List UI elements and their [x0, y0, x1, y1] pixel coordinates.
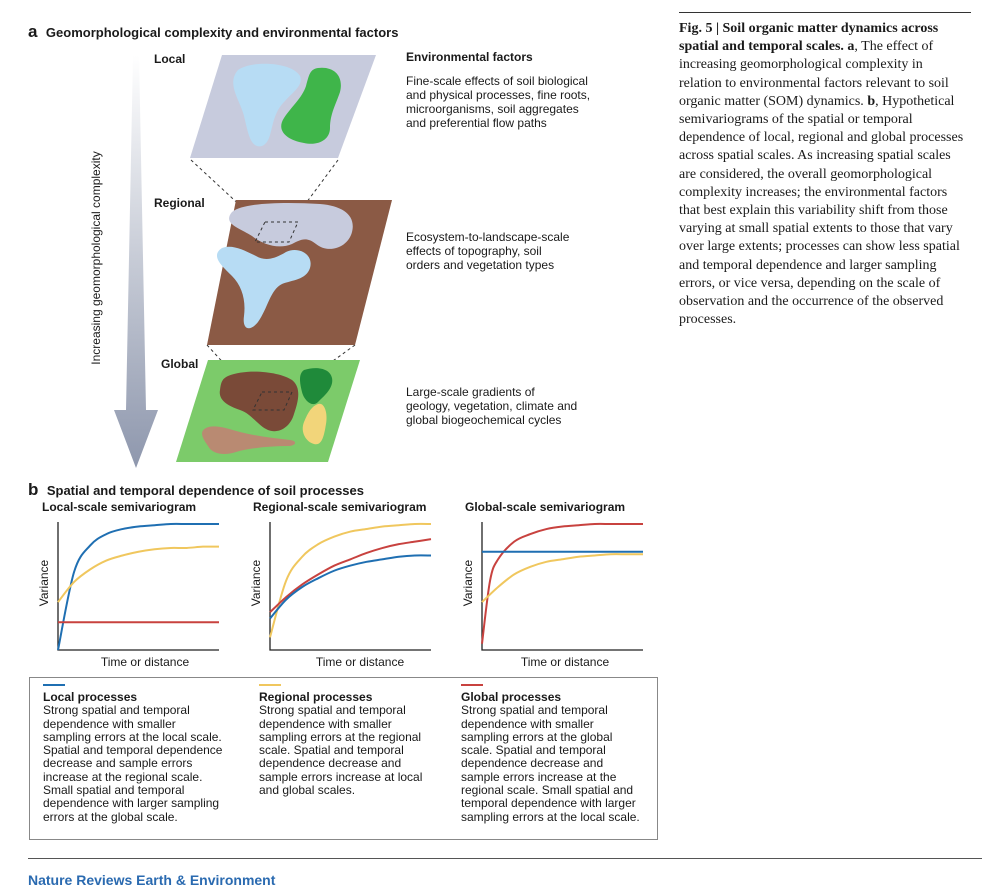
env-line: geology, vegetation, climate and — [406, 399, 578, 413]
legend-local — [43, 684, 243, 824]
legend-line: Small spatial and temporal — [43, 783, 185, 798]
panel-a-title: Geomorphological complexity and environmental factors — [45, 25, 399, 40]
caption-run: observation and the occurrence of the observed — [679, 294, 944, 310]
legend-line: sample errors increase at local — [259, 769, 423, 784]
scale-label-local: Local — [154, 52, 186, 66]
legend-line: scale. Spatial and temporal — [461, 743, 606, 758]
plot-axes — [482, 522, 643, 650]
env-line: microorganisms, soil aggregates — [406, 102, 579, 116]
ylabel-global: Variance — [461, 559, 475, 607]
legend-line: increase at the regional scale. — [43, 769, 203, 784]
legend-line: errors at the global scale. — [43, 809, 178, 824]
legend-title-regional: Regional processes — [259, 690, 373, 704]
caption-run: Fig. 5 | Soil organic matter dynamics across — [679, 21, 939, 36]
caption-line — [679, 220, 979, 238]
env-line: Fine-scale effects of soil biological — [406, 74, 588, 88]
env-factor-global — [406, 385, 577, 427]
caption-run: relation to environmental factors relevant to soil — [679, 75, 949, 91]
semivariogram-regional — [268, 520, 433, 652]
complexity-arrow — [114, 55, 158, 468]
caption-run: over large extents; processes can show less spatial — [679, 239, 960, 255]
caption-line — [679, 93, 979, 111]
env-line: orders and vegetation types — [406, 258, 555, 272]
legend-swatch-local — [43, 684, 65, 686]
panel-b-heading — [28, 480, 364, 500]
legend-line: dependence with larger sampling — [43, 796, 220, 811]
xlabel-regional: Time or distance — [315, 655, 405, 669]
caption-run: and temporal dependence and larger sampling — [679, 257, 937, 273]
caption-line — [679, 129, 979, 147]
env-factor-regional — [406, 230, 569, 272]
semivariogram-global — [480, 520, 645, 652]
caption-line — [679, 293, 979, 311]
plot-title-global: Global-scale semivariogram — [465, 500, 626, 514]
caption-run: dependence of local, regional and global processes — [679, 130, 964, 146]
caption-run: are considered, the overall geomorphological — [679, 166, 933, 182]
env-line: Ecosystem-to-landscape-scale — [406, 230, 570, 244]
caption-run: spatial and temporal scales. — [679, 39, 848, 55]
env-line: Large-scale gradients of — [406, 385, 535, 399]
series-line-global — [482, 524, 643, 644]
legend-swatch-regional — [259, 684, 281, 686]
caption-run: , The effect of — [854, 39, 934, 55]
caption-line — [679, 75, 979, 93]
env-line: effects of topography, soil — [406, 244, 542, 258]
caption-rule — [679, 12, 971, 13]
caption-line — [679, 275, 979, 293]
legend-line: Strong spatial and temporal — [461, 703, 608, 718]
caption-run: a — [847, 39, 855, 55]
legend-line: scale. Spatial and temporal — [259, 743, 404, 758]
xlabel-global: Time or distance — [520, 655, 610, 669]
caption-line — [679, 238, 979, 256]
caption-run: semivariograms of the spatial or temporal — [679, 112, 913, 128]
panel-b-title: Spatial and temporal dependence of soil processes — [46, 483, 364, 498]
caption-line — [679, 257, 979, 275]
scale-label-global: Global — [161, 357, 199, 371]
legend-line: temporal dependence with larger — [461, 796, 636, 811]
caption-line — [679, 147, 979, 165]
legend-line: sampling errors at the local scale. — [461, 809, 640, 824]
caption-run: organic matter (SOM) dynamics. — [679, 93, 868, 109]
caption-run: processes. — [679, 312, 737, 328]
series-line-regional — [270, 524, 431, 637]
footer-rule — [28, 858, 982, 859]
journal-name: Nature Reviews Earth & Environment — [28, 872, 276, 888]
legend-line: dependence with smaller — [461, 716, 594, 731]
plot-axes — [58, 522, 219, 650]
plot-title-regional: Regional-scale semivariogram — [253, 500, 427, 514]
caption-line — [679, 202, 979, 220]
caption-line — [679, 38, 979, 56]
panel-a-letter: a — [28, 22, 38, 41]
legend-line: Strong spatial and temporal — [259, 703, 406, 718]
figure-caption — [679, 20, 979, 329]
complexity-axis-label: Increasing geomorphological complexity — [89, 151, 103, 365]
panel-b-letter: b — [28, 480, 39, 499]
env-line: and physical processes, fine roots, — [406, 88, 591, 102]
legend-line: dependence with smaller — [43, 716, 176, 731]
caption-line — [679, 20, 979, 38]
legend-global — [461, 684, 655, 824]
xlabel-local: Time or distance — [100, 655, 190, 669]
caption-line — [679, 166, 979, 184]
caption-line — [679, 311, 979, 329]
legend-line: dependence decrease and — [259, 756, 402, 771]
caption-line — [679, 184, 979, 202]
semivariogram-local — [56, 520, 221, 652]
caption-run: across spatial scales. As increasing spatial scales — [679, 148, 951, 164]
caption-run: b — [867, 93, 876, 109]
legend-regional — [259, 684, 454, 797]
caption-run: , Hypothetical — [875, 93, 955, 109]
env-line: and preferential flow paths — [406, 116, 547, 130]
legend-line: and global scales. — [259, 783, 356, 798]
env-line: global biogeochemical cycles — [406, 413, 562, 427]
legend-line: dependence decrease and — [461, 756, 604, 771]
legend-title-global: Global processes — [461, 690, 562, 704]
caption-run: that best explain this variability shift from those — [679, 203, 948, 219]
legend-line: sampling errors at the local scale. — [43, 729, 222, 744]
caption-line — [679, 56, 979, 74]
legend-line: regional scale. Small spatial and — [461, 783, 634, 798]
caption-run: increasing geomorphological complexity in — [679, 57, 923, 73]
legend-line: decrease and sample errors — [43, 756, 193, 771]
legend-swatch-global — [461, 684, 483, 686]
ylabel-local: Variance — [37, 559, 51, 607]
caption-run: complexity increases; the environmental factors — [679, 184, 948, 200]
scale-label-regional: Regional — [154, 196, 205, 210]
ylabel-regional: Variance — [249, 559, 263, 607]
caption-run: errors, or vice versa, depending on the scale of — [679, 275, 941, 291]
legend-line: sampling errors at the regional — [259, 729, 422, 744]
caption-line — [679, 111, 979, 129]
legend-line: sample errors increase at the — [461, 769, 617, 784]
env-factor-local — [406, 74, 590, 130]
legend-line: sampling errors at the global — [461, 729, 613, 744]
series-line-local — [58, 524, 219, 650]
legend-line: Spatial and temporal dependence — [43, 743, 223, 758]
plot-title-local: Local-scale semivariogram — [42, 500, 197, 514]
caption-run: varying at small spatial extents to those that vary — [679, 221, 953, 237]
legend-line: Strong spatial and temporal — [43, 703, 190, 718]
legend-line: dependence with smaller — [259, 716, 392, 731]
legend-title-local: Local processes — [43, 690, 138, 704]
plot-axes — [270, 522, 431, 650]
env-factors-heading: Environmental factors — [406, 50, 533, 64]
series-line-regional — [482, 554, 643, 602]
series-line-global — [270, 539, 431, 612]
